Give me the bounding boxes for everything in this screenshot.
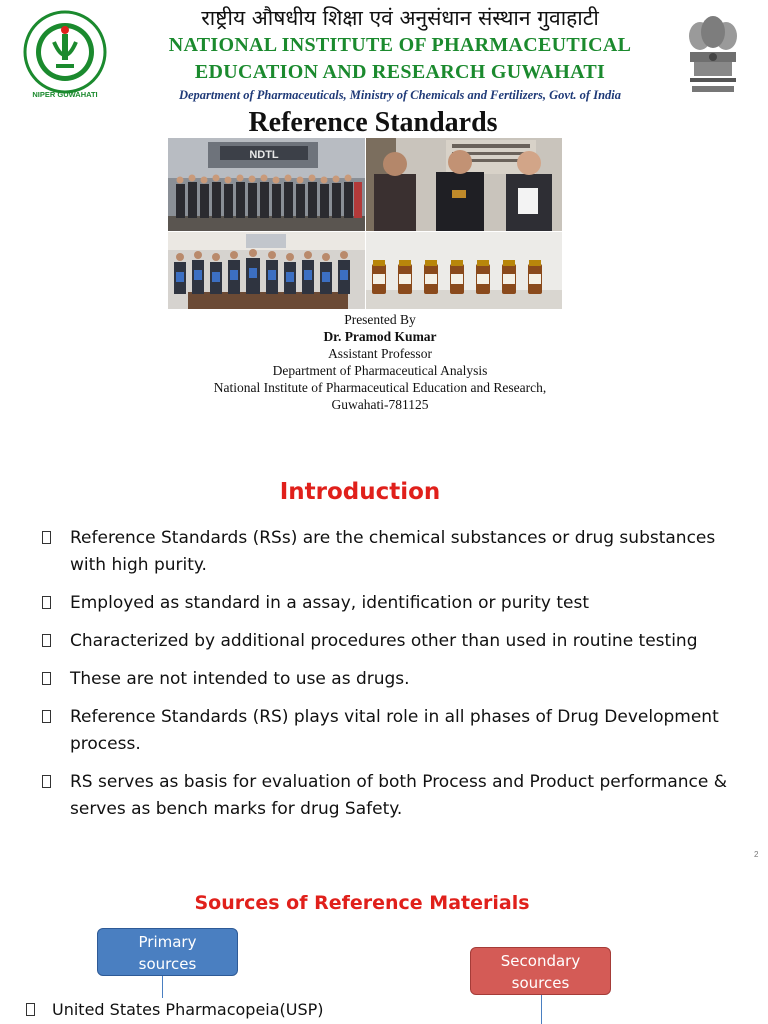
- department-line: Department of Pharmaceuticals, Ministry of Chemicals and Fertilizers, Govt. of India: [178, 88, 622, 102]
- bullet-text: These are not intended to use as drugs.: [70, 669, 410, 689]
- list-item: [40, 666, 750, 693]
- bullet-box-icon: [42, 710, 51, 723]
- introduction-title: Introduction: [279, 479, 441, 505]
- officials-photo: [366, 138, 562, 231]
- secondary-label-line1: Secondary: [500, 952, 581, 970]
- introduction-bullet-list: [40, 525, 750, 834]
- presenter-info: [150, 311, 610, 413]
- presenter-department: Department of Pharmaceutical Analysis: [272, 363, 488, 378]
- institute-name-line1: NATIONAL INSTITUTE OF PHARMACEUTICAL: [168, 34, 632, 56]
- usp-item-text: United States Pharmacopeia(USP): [52, 1000, 324, 1019]
- list-item: [40, 769, 750, 823]
- logo-caption: NIPER GUWAHATI: [32, 90, 98, 99]
- national-emblem-icon: [680, 8, 746, 102]
- secondary-label-line2: sources: [511, 974, 570, 992]
- primary-arrow-line: [162, 976, 163, 998]
- bullet-box-icon: [42, 596, 51, 609]
- bullet-text: Characterized by additional procedures other than used in routine testing: [70, 631, 698, 651]
- title-slide: [0, 0, 768, 440]
- reference-vials-photo: [366, 232, 562, 309]
- conference-room-photo: [168, 232, 365, 309]
- bullet-box-icon: [26, 1003, 35, 1016]
- institute-name-line2: EDUCATION AND RESEARCH GUWAHATI: [194, 61, 606, 83]
- bullet-text: Reference Standards (RSs) are the chemical substances or drug substances with high purity.: [70, 528, 716, 575]
- presented-by-label: Presented By: [344, 312, 416, 327]
- list-item: [40, 704, 750, 758]
- presenter-city: Guwahati-781125: [331, 397, 429, 412]
- presenter-designation: Assistant Professor: [328, 346, 432, 361]
- presenter-institute: National Institute of Pharmaceutical Education and Research,: [213, 380, 547, 395]
- group-photo-ndtl: [168, 138, 365, 231]
- primary-sources-box: [97, 928, 238, 976]
- bullet-box-icon: [42, 775, 51, 788]
- bullet-box-icon: [42, 634, 51, 647]
- primary-label-line1: Primary: [138, 933, 197, 951]
- bullet-text: RS serves as basis for evaluation of both Process and Product performance & serves as bench marks for drug Safety.: [70, 772, 728, 819]
- sources-slide: [0, 880, 768, 1024]
- bullet-box-icon: [42, 531, 51, 544]
- list-item: [40, 590, 750, 617]
- hindi-institute-title: राष्ट्रीय औषधीय शिक्षा एवं अनुसंधान संस्थान गुवाहाटी: [201, 6, 599, 30]
- page-number: 2: [754, 850, 759, 859]
- list-item: [40, 525, 750, 579]
- introduction-slide: [0, 455, 768, 875]
- secondary-arrow-line: [541, 995, 542, 1024]
- list-item: [40, 628, 750, 655]
- secondary-sources-box: [470, 947, 611, 995]
- sources-title: Sources of Reference Materials: [194, 892, 530, 914]
- ndtl-sign-text: NDTL: [249, 149, 279, 161]
- bullet-box-icon: [42, 672, 51, 685]
- bullet-text: Employed as standard in a assay, identification or purity test: [70, 593, 589, 613]
- slide-title: Reference Standards: [248, 107, 498, 138]
- list-item: [26, 1000, 324, 1019]
- bullet-text: Reference Standards (RS) plays vital role in all phases of Drug Development process.: [70, 707, 719, 754]
- primary-label-line2: sources: [138, 955, 197, 973]
- presenter-name: Dr. Pramod Kumar: [323, 329, 437, 344]
